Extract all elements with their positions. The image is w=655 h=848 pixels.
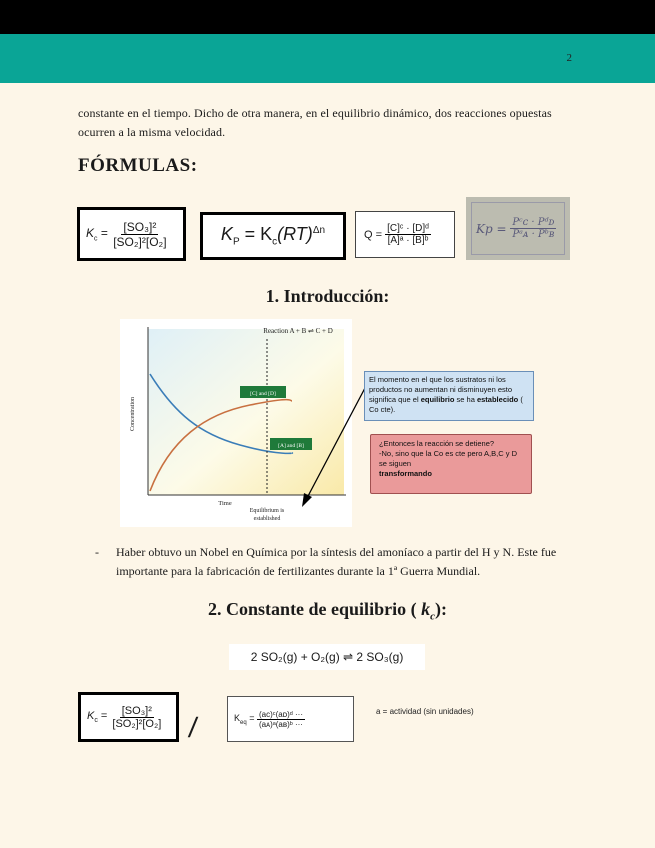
- kp-hw-denominator: Pᵃᴀ · Pᵇʙ: [512, 229, 555, 240]
- activity-note: a = actividad (sin unidades): [376, 707, 474, 716]
- kp-hw-numerator: Pᶜᴄ · Pᵈᴅ: [512, 217, 555, 228]
- keq-denominator: (aᴀ)ᵃ(aʙ)ᵇ ···: [258, 719, 303, 729]
- kp-hw-fraction: [510, 217, 556, 240]
- kp-hw-lhs: Kp =: [476, 221, 507, 236]
- section1-heading: 1. Introducción:: [265, 286, 390, 306]
- intro-paragraph: constante en el tiempo. Dicho de otra manera, en el equilibrio dinámico, dos reacciones opuestas ocurren a la misma velocidad.: [78, 106, 552, 139]
- q-fraction: [385, 223, 431, 246]
- keq-formula-box: [227, 696, 354, 742]
- kp-formula: $K_P = K_c(RT)^{\Delta n}$: [220, 224, 326, 248]
- q-formula-box: [355, 211, 455, 258]
- kc2-numerator: [SO₃]²: [121, 704, 152, 717]
- bullet-text: Haber obtuvo un Nobel en Química por la síntesis del amoníaco a partir del H y N. Este fue importante para la fabricación de fertilizantes durante la 1ª Guerra Mundial.: [116, 545, 557, 578]
- kp-formula-box: [200, 212, 346, 260]
- header-teal-band: [0, 34, 655, 83]
- kc-formula-box: [77, 207, 186, 261]
- callout-arrow: [295, 385, 370, 510]
- kp-handwritten-box: [466, 197, 570, 260]
- equilibrium-label-1: Equilibrium is: [249, 508, 285, 514]
- equilibrium-label-2: established: [253, 516, 281, 522]
- x-axis-label: Time: [218, 500, 232, 507]
- q-numerator: [C]ᶜ · [D]ᵈ: [387, 223, 429, 234]
- header-black-band: [0, 0, 655, 34]
- q-lhs: Q =: [364, 228, 383, 241]
- keq-fraction: [257, 710, 305, 729]
- kc-fraction: [111, 220, 168, 249]
- formulas-heading: FÓRMULAS:: [78, 155, 198, 176]
- y-axis-label: Concentration: [130, 397, 136, 431]
- kc2-denominator: [SO₂]²[O₂]: [112, 717, 162, 730]
- bullet-dash: -: [95, 545, 99, 559]
- kc2-fraction: [110, 705, 163, 730]
- separator-slash: /: [186, 712, 200, 743]
- reaction-equation: 2 SO₂(g) + O₂(g) ⇌ 2 SO₃(g): [229, 644, 425, 670]
- kc2-lhs: $K_c$ =: [87, 709, 111, 725]
- legend-cd-label: [C] and [D]: [250, 391, 276, 397]
- kc-formula-box-2: [78, 692, 179, 742]
- haber-bullet: [95, 543, 575, 581]
- kc-numerator: [SO₃]²: [123, 219, 157, 234]
- q-denominator: [A]ᵃ · [B]ᵇ: [387, 235, 429, 246]
- kc-lhs: $K_c$ =: [86, 225, 112, 243]
- equilibrium-callout: El momento en el que los sustratos ni los productos no aumentan ni disminuyen esto significa que el equilibrio se ha establecido ( Co cte).: [364, 371, 534, 421]
- reaction-label: Reaction A + B ⇌ C + D: [263, 327, 333, 335]
- page-number: 2: [566, 52, 572, 64]
- keq-numerator: (aᴄ)ᶜ(aᴅ)ᵈ ···: [258, 709, 303, 719]
- keq-lhs: $K_{eq}$ =: [234, 712, 257, 726]
- reaction-note-callout: ¿Entonces la reacción se detiene? -No, sino que la Co es cte pero A,B,C y D se siguen transformando: [370, 434, 532, 494]
- legend-ab-label: [A] and [B]: [278, 443, 304, 449]
- section2-heading: 2. Constante de equilibrio ( $k_c$):: [208, 599, 447, 623]
- kc-denominator: [SO₂]²[O₂]: [113, 234, 167, 249]
